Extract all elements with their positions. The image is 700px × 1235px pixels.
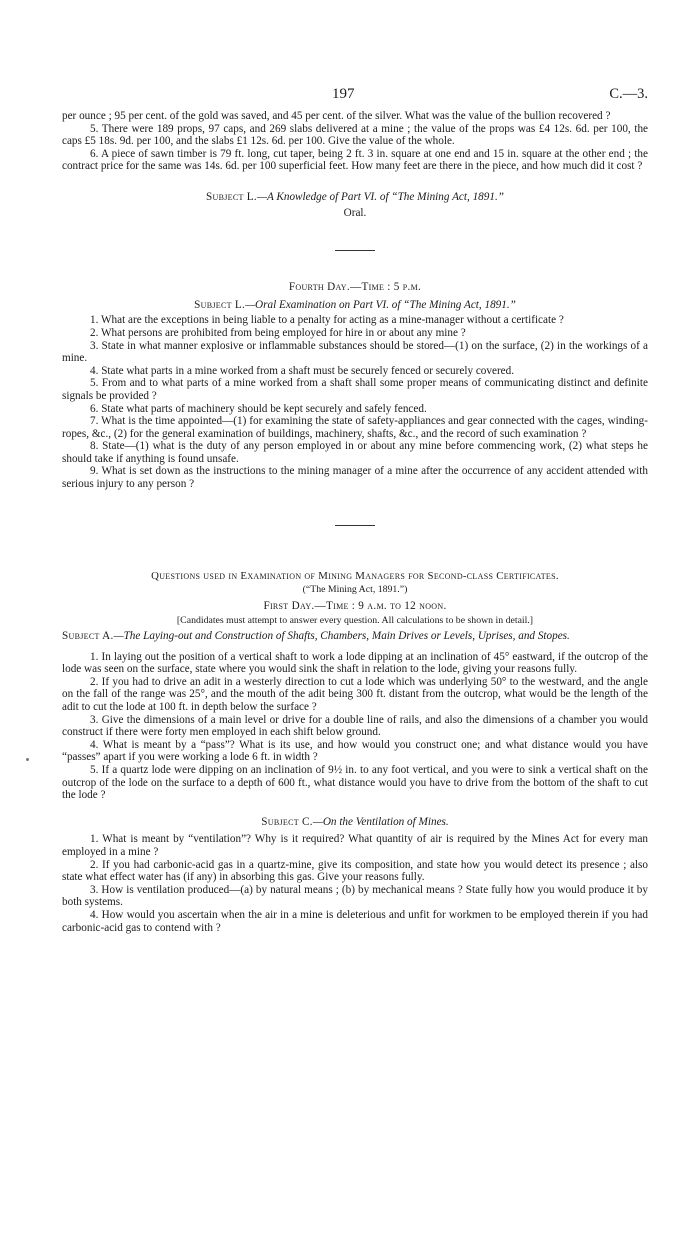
document-code: C.—3. [609,86,648,102]
question: 3. How is ventilation produced—(a) by natural means ; (b) by mechanical means ? State fully how you would produce it by both systems. [62,883,648,909]
question: 7. What is the time appointed—(1) for examining the state of safety-appliances and gear connected with the cages, winding-ropes, &c., (2) for the general examination of buildings, machinery, shafts, &c., and the record of such examination ? [62,415,648,440]
question: 8. State—(1) what is the duty of any person employed in or about any mine before commencing work, (2) what steps he should take if anything is found unsafe. [62,440,648,465]
subject-mode: Oral. [343,206,367,219]
subject-label: Subject C. [261,815,313,828]
day-heading: Fourth Day.—Time : 5 p.m. [288,281,422,294]
question: 2. If you had to drive an adit in a westerly direction to cut a lode which was underlying 50° to the westward, and the angle on the fall of the range was 25°, and the mouth of the adit being 300 ft. distant from the outcrop, what would be the length of the adit to cut the lode at 100 ft. in depth below the surface ? [62,675,648,713]
question: 3. State in what manner explosive or inflammable substances should be stored—(1) on the surface, (2) in the workings of a mine. [62,339,648,365]
document-page [62,88,648,934]
subject-title: —A Knowledge of Part VI. of “The Mining Act, 1891.” [257,190,504,203]
question: 1. What are the exceptions in being liable to a penalty for acting as a mine-manager without a certificate ? [90,314,564,327]
question: 2. What persons are prohibited from being employed for hire in or about any mine ? [90,326,466,339]
exam-heading: Questions used in Examination of Mining Managers for Second-class Certificates. [151,569,559,582]
subject-title: —Oral Examination on Part VI. of “The Mining Act, 1891.” [245,298,516,311]
page-number: 197 [332,86,355,102]
question: 4. State what parts in a mine worked from a shaft must be securely fenced or securely covered. [90,364,515,377]
question: 6. State what parts of machinery should be kept securely and safely fenced. [90,402,427,415]
question: 2. If you had carbonic-acid gas in a quartz-mine, give its composition, and state how you would detect its presence ; also state what effect water has (if any) in absorbing this gas. Give your reasons fully. [62,858,648,884]
day-heading: First Day.—Time : 9 a.m. to 12 noon. [263,599,447,612]
subject-heading [62,816,648,829]
instructions-note: [Candidates must attempt to answer every question. All calculations to be shown in detail.] [176,615,534,627]
subject-label: Subject L. [194,298,246,311]
subject-heading [62,630,648,643]
subject-label: Subject L. [206,190,258,203]
subject-label: Subject A. [62,630,114,643]
question: 1. What is meant by “ventilation”? Why is it required? What quantity of air is required by the Mines Act for every man employed in a mine ? [62,833,648,858]
subject-title: —On the Ventilation of Mines. [312,815,449,828]
question: 5. If a quartz lode were dipping on an inclination of 9½ in. to any foot vertical, and you were to sink a vertical shaft on the outcrop of the lode on the surface to a depth of 600 ft., what distance would you have to drive from the bottom of the shaft to cut the lode ? [62,763,648,802]
question: 6. A piece of sawn timber is 79 ft. long, cut taper, being 2 ft. 3 in. square at one end and 15 in. square at the other end ; the contract price for the same was 14s. 6d. per 100 superficial feet. How many feet are there in the piece, and how much did it cost ? [62,147,648,173]
act-reference: (“The Mining Act, 1891.”) [302,584,408,596]
subject-heading [62,299,648,312]
subject-l-heading [62,191,648,204]
margin-mark [26,758,29,761]
question: 5. From and to what parts of a mine worked from a shaft shall some proper means of communicating distinct and definite signals be provided ? [62,377,648,402]
page-header [62,88,648,110]
question: 1. In laying out the position of a vertical shaft to work a lode dipping at an inclination of 45° eastward, if the outcrop of the lode was seen on the surface, state where you would sink the shaft in relation to the lode, giving your reasons fully. [62,650,648,676]
paragraph: per ounce ; 95 per cent. of the gold was saved, and 45 per cent. of the silver. What was the value of the bullion recovered ? [62,110,611,122]
subject-title: —The Laying-out and Construction of Shafts, Chambers, Main Drives or Levels, Uprises, and Stopes. [113,630,570,643]
question: 9. What is set down as the instructions to the mining manager of a mine after the occurrence of any accident attended with serious injury to any person ? [62,465,648,491]
question: 3. Give the dimensions of a main level or drive for a double line of rails, and also the dimensions of a chamber you would construct if there were forty men employed in each shift below ground. [62,713,648,739]
question: 4. What is meant by a “pass”? What is its use, and how would you construct one; and what distance would you have “passes” apart if you were working a lode 6 ft. in width ? [62,738,648,764]
question: 5. There were 189 props, 97 caps, and 269 slabs delivered at a mine ; the value of the props was £4 12s. 6d. per 100, the caps £5 18s. 9d. per 100, and the slabs £1 12s. 6d. per 100. Give the value of the whole. [62,122,648,148]
question: 4. How would you ascertain when the air in a mine is deleterious and unfit for workmen to be employed therein if you had carbonic-acid gas to contend with ? [62,908,648,934]
